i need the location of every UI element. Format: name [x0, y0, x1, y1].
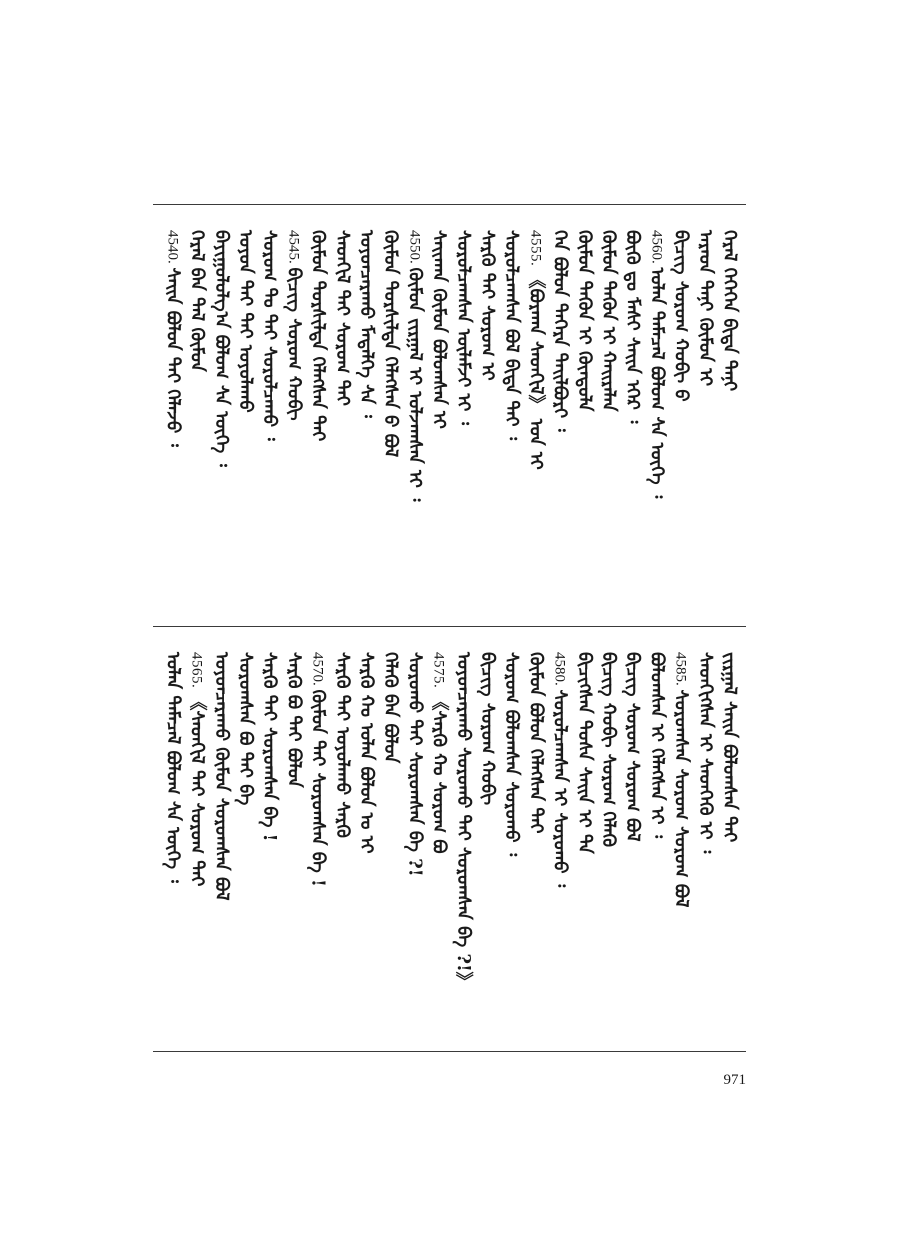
verse-line	[377, 652, 403, 1044]
verse-text: ᠣᠶᠤᠨ ᠲᠡᠢ ᠲᠡᠢ ᠣᠶᠤᠯᠠᠬᠤ	[235, 230, 256, 413]
verse-line	[184, 230, 210, 620]
verse-text: ᠣᠶᠤᠨᠴᠠᠷᠠᠬᠤ ᠮᠡᠳᠡᠯᠭᠡ ᠰᠠ ᠄	[356, 230, 377, 418]
verse-text: ᠰᠠᠢᠬᠠᠨ ᠬᠦᠮᠦᠨ ᠪᠣᠯᠤᠭᠰᠠᠨ ᠢ	[428, 230, 450, 429]
upper-verse-block	[153, 230, 746, 620]
verse-line	[426, 652, 452, 1044]
verse-text: ᠬᠦᠮᠦᠨ ᠪᠣᠯᠣᠨ ᠬᠡᠯᠡᠭᠰᠡᠨ ᠲᠠᠢ	[525, 652, 547, 834]
verse-line	[522, 230, 548, 620]
verse-text: ᠰᠡᠳᠬᠢᠯ ᠲᠡᠢ ᠰᠤᠷᠤᠭ ᠲᠠᠢ	[331, 230, 353, 406]
line-number: 4560.	[648, 230, 665, 268]
verse-text: ᠪᠢᠴᠢᠭᠰᠡᠨ ᠲᠤᠰᠠ ᠰᠠᠢᠨ ᠢ ᠲᠠ	[573, 652, 595, 854]
verse-line	[498, 652, 524, 1044]
verse-text: ᠰᠡᠷᠭᠦ ᠲᠠᠢ ᠰᠤᠷᠤᠭᠰᠠᠨ ᠪᠠ !	[259, 652, 281, 842]
verse-line	[426, 230, 452, 620]
verse-line	[474, 230, 500, 620]
verse-text: ᠬᠦᠮᠦᠨ ᠲᠠᠢ ᠰᠤᠷᠤᠭᠰᠠᠨ ᠪᠠ !	[307, 689, 329, 887]
verse-line	[159, 230, 185, 620]
verse-line	[232, 230, 258, 620]
verse-text: ᠰᠡᠷᠭᠦ ᠬᠤ ᠣᠯᠠᠨ ᠪᠣᠯᠣᠨ ᠤ ᠢ	[356, 652, 377, 854]
line-number: 4575.	[430, 652, 447, 693]
verse-line	[571, 230, 597, 620]
verse-line	[716, 230, 742, 620]
verse-line	[256, 230, 282, 620]
verse-text: ᠪᠦᠬᠦ ᠳᠤ ᠮᠠᠰᠢ ᠰᠠᠢᠨ ᠡᠭᠡᠷ ᠄	[622, 230, 644, 424]
verse-text: ᠣᠯᠠᠨ ᠲᠡᠮᠡᠴᠡᠯ ᠪᠣᠯᠣᠭ ᠰᠠ ᠦᠭᠡ ᠄	[646, 267, 668, 499]
line-number: 4550.	[406, 230, 423, 268]
verse-line	[668, 230, 694, 620]
verse-line	[595, 652, 621, 1044]
verse-line	[643, 230, 669, 620]
verse-text: ᠪᠠᠶᠢᠭᠤᠯᠤᠯᠭ᠎ᠠ ᠪᠣᠯᠣᠭ ᠰᠠ ᠦᠭᠡ ᠄	[210, 230, 232, 467]
verse-text: ᠬᠡᠨ ᠪᠣᠯᠣᠨ ᠳᠡᠭᠡᠷᠡ ᠲᠠᠢᠯᠪᠤᠷᠢ ᠄	[549, 230, 571, 432]
verse-line	[498, 230, 524, 620]
verse-text: ᠪᠢᠴᠢᠭ ᠰᠤᠷᠤᠭ ᠬᠤᠪᠢ ᠪ	[670, 230, 692, 402]
verse-text: 《ᠰᠡᠳᠬᠢᠯ ᠲᠡᠢ ᠰᠤᠷᠤᠭ ᠲᠠᠢ	[186, 692, 208, 887]
verse-text: ᠭᠡᠷᠡᠯ ᠪᠠᠨ ᠲᠠᠯ ᠬᠦᠮᠦᠨ	[186, 230, 208, 372]
verse-line	[668, 652, 694, 1044]
verse-text: ᠰᠡᠷᠭᠦ ᠲᠡᠢ ᠣᠶᠤᠯᠠᠬᠤ ᠰᠡᠷᠭᠦ	[331, 652, 353, 838]
verse-line	[474, 652, 500, 1044]
verse-text: ᠪᠢᠴᠢᠭ ᠬᠤᠪᠢ ᠰᠤᠷᠤᠭ ᠬᠡᠯᠡᠬᠦ	[598, 652, 619, 848]
bottom-rule	[153, 1051, 746, 1052]
middle-rule	[153, 626, 746, 627]
verse-text: ᠣᠯᠠᠨ ᠲᠡᠮᠡᠴᠡᠯ ᠪᠣᠯᠣᠭ ᠰᠠ ᠦᠭᠡ ᠄	[162, 652, 184, 883]
verse-text: ᠬᠦᠮᠦᠨ ᠵᠢᠷᠭᠠᠯ ᠢ ᠣᠯᠵᠠᠭᠰᠠᠨ ᠢ ᠄	[404, 267, 426, 502]
verse-text: 《ᠪᠤᠷᠬᠠᠨ ᠰᠡᠳᠬᠢᠯ》 ᠤᠨ ᠢ	[525, 270, 547, 470]
verse-line	[643, 652, 669, 1044]
verse-text: ᠪᠢᠴᠢᠭ ᠰᠤᠷᠤᠭ ᠰᠤᠷᠤᠭ ᠪᠣᠯ	[622, 652, 644, 842]
verse-text: ᠰᠤᠷᠤᠭᠰᠠᠨ ᠪᠤ ᠲᠠᠢ ᠪᠠ	[235, 652, 256, 806]
verse-line	[329, 652, 355, 1044]
verse-line	[256, 652, 282, 1044]
verse-line	[280, 230, 306, 620]
verse-line	[329, 230, 355, 620]
verse-line	[571, 652, 597, 1044]
verse-text: ᠰᠤᠷᠤᠯᠴᠠᠭᠰᠠᠨ ᠪᠣᠯ ᠪᠢᠳᠡ ᠲᠠᠢ ᠄	[501, 230, 523, 441]
verse-line	[692, 230, 718, 620]
verse-text: ᠣᠶᠤᠨᠴᠠᠷᠠᠬᠤ ᠰᠤᠷᠤᠬᠤ ᠲᠠᠢ ᠰᠤᠷᠤᠭᠰᠠᠨ ᠪᠠ ?!》	[452, 652, 474, 990]
verse-text: ᠬᠦᠮᠦᠨ ᠲᠡᠭᠦᠨ ᠢ ᠬᠦᠨᠳᠦᠯᠡ	[573, 230, 595, 412]
verse-text: ᠰᠤᠷᠤᠭ ᠪᠣᠯᠣᠭᠰᠠᠨ ᠰᠤᠷᠤᠬᠤ ᠄	[501, 652, 523, 857]
line-number: 4565.	[188, 652, 205, 693]
verse-line	[450, 652, 476, 1044]
verse-text: ᠰᠤᠷᠤᠯᠴᠠᠭᠰᠠᠨ ᠢ ᠰᠤᠷᠤᠬᠤ ᠄	[549, 689, 571, 888]
top-rule	[153, 204, 746, 205]
verse-line	[522, 652, 548, 1044]
verse-text: ᠰᠡᠷᠭᠦ ᠪᠤ ᠲᠠᠢ ᠪᠣᠯᠣᠨ	[283, 652, 305, 788]
page-number: 971	[723, 1072, 746, 1088]
line-number: 4540.	[164, 230, 181, 268]
lower-verse-block	[153, 652, 746, 1044]
verse-text: ᠪᠢᠴᠢᠭ ᠰᠤᠷᠤᠭ ᠬᠤᠪᠢ	[477, 652, 498, 806]
verse-line	[208, 652, 234, 1044]
verse-line	[305, 652, 331, 1044]
verse-line	[305, 230, 331, 620]
verse-line	[208, 230, 234, 620]
verse-text: ᠰᠡᠳᠬᠢᠭᠰᠡᠨ ᠢ ᠰᠡᠳᠬᠡᠬᠦ ᠢ ᠄	[694, 652, 716, 854]
verse-text: ᠰᠤᠷᠤᠭ ᠲᠤ ᠲᠡᠢ ᠰᠤᠷᠤᠯᠴᠠᠬᠤ ᠄	[259, 230, 281, 441]
verse-line	[353, 652, 379, 1044]
verse-line	[353, 230, 379, 620]
verse-line	[716, 652, 742, 1044]
verse-text: ᠣᠶᠤᠨᠴᠠᠷᠠᠬᠤ ᠬᠦᠮᠦᠨ ᠰᠤᠷᠤᠭᠰᠠᠨ ᠪᠣᠯ	[210, 652, 232, 901]
verse-line	[280, 652, 306, 1044]
verse-text: ᠰᠤᠷᠤᠯᠴᠠᠭᠰᠠᠨ ᠦᠯᠡᠮᠵᠢ ᠢ ᠄	[452, 230, 474, 425]
verse-text: ᠬᠦᠮᠦᠨ ᠲᠤᠷᠰᠢᠯᠲᠠ ᠬᠡᠯᠡᠭᠰᠡᠨ ᠪ ᠪᠣᠯ	[380, 230, 402, 458]
verse-line	[159, 652, 185, 1044]
verse-text: 《ᠰᠡᠷᠭᠦ ᠬᠤ ᠰᠤᠷᠤᠭ ᠪᠤ	[428, 692, 450, 854]
verse-text: ᠠᠷᠠᠳ ᠲᠠᠨᠢ ᠬᠦᠮᠦᠨ ᠢ	[694, 230, 716, 387]
verse-line	[547, 652, 573, 1044]
verse-line	[547, 230, 573, 620]
verse-line	[184, 652, 210, 1044]
verse-text: ᠪᠣᠯᠤᠭᠰᠠᠨ ᠢ ᠬᠡᠯᠡᠭᠰᠡᠨ ᠢ ᠄	[646, 652, 668, 839]
verse-line	[595, 230, 621, 620]
verse-text: ᠭᠡᠷᠡᠯ ᠭᠡᠭᠡᠭᠡᠨ ᠪᠢᠳᠡ ᠲᠠᠨᠢ	[719, 230, 740, 392]
verse-line	[692, 652, 718, 1044]
verse-line	[619, 652, 645, 1044]
verse-text: ᠬᠦᠮᠦᠨ ᠲᠤᠷᠰᠢᠯᠲᠠ ᠬᠡᠯᠡᠭᠰᠡᠨ ᠲᠠᠢ	[307, 230, 329, 442]
verse-text: ᠵᠢᠷᠭᠠᠯ ᠰᠠᠢᠨ ᠪᠣᠯᠣᠭᠰᠠᠨ ᠲᠠᠢ	[719, 652, 740, 843]
verse-text: ᠬᠦᠮᠦᠨ ᠲᠡᠭᠦᠨ ᠢ ᠬᠠᠢᠷᠠᠯᠠᠨ	[598, 230, 619, 412]
line-number: 4545.	[285, 230, 302, 268]
verse-line	[401, 652, 427, 1044]
line-number: 4570.	[309, 652, 326, 690]
line-number: 4585.	[672, 652, 689, 690]
verse-text: ᠰᠡᠷᠭᠦ ᠲᠡᠢ ᠰᠤᠷᠤᠭ ᠢ	[477, 230, 498, 381]
verse-line	[619, 230, 645, 620]
verse-line	[377, 230, 403, 620]
verse-line	[232, 652, 258, 1044]
line-number: 4580.	[551, 652, 568, 690]
line-number: 4555.	[527, 230, 544, 271]
verse-text: ᠬᠡᠯᠡᠬᠦ ᠪᠠᠨ ᠪᠣᠯᠣᠨ	[380, 652, 402, 764]
verse-text: ᠰᠠᠢᠨ ᠪᠣᠯᠣᠨ ᠲᠡᠢ ᠬᠡᠯᠡᠵᠦ ᠄	[162, 267, 184, 447]
verse-text: ᠪᠢᠴᠢᠭ ᠰᠤᠷᠤᠭ ᠬᠤᠪᠢ	[283, 267, 305, 421]
verse-line	[450, 230, 476, 620]
verse-text: ᠰᠤᠷᠤᠬᠤ ᠲᠠᠢ ᠰᠤᠷᠤᠭᠰᠠᠨ ᠪᠠ ?!	[404, 652, 426, 877]
verse-text: ᠰᠤᠷᠤᠭᠰᠠᠨ ᠰᠤᠷᠤᠭ ᠰᠤᠷᠤᠭ ᠪᠣᠯ	[670, 689, 692, 908]
verse-line	[401, 230, 427, 620]
